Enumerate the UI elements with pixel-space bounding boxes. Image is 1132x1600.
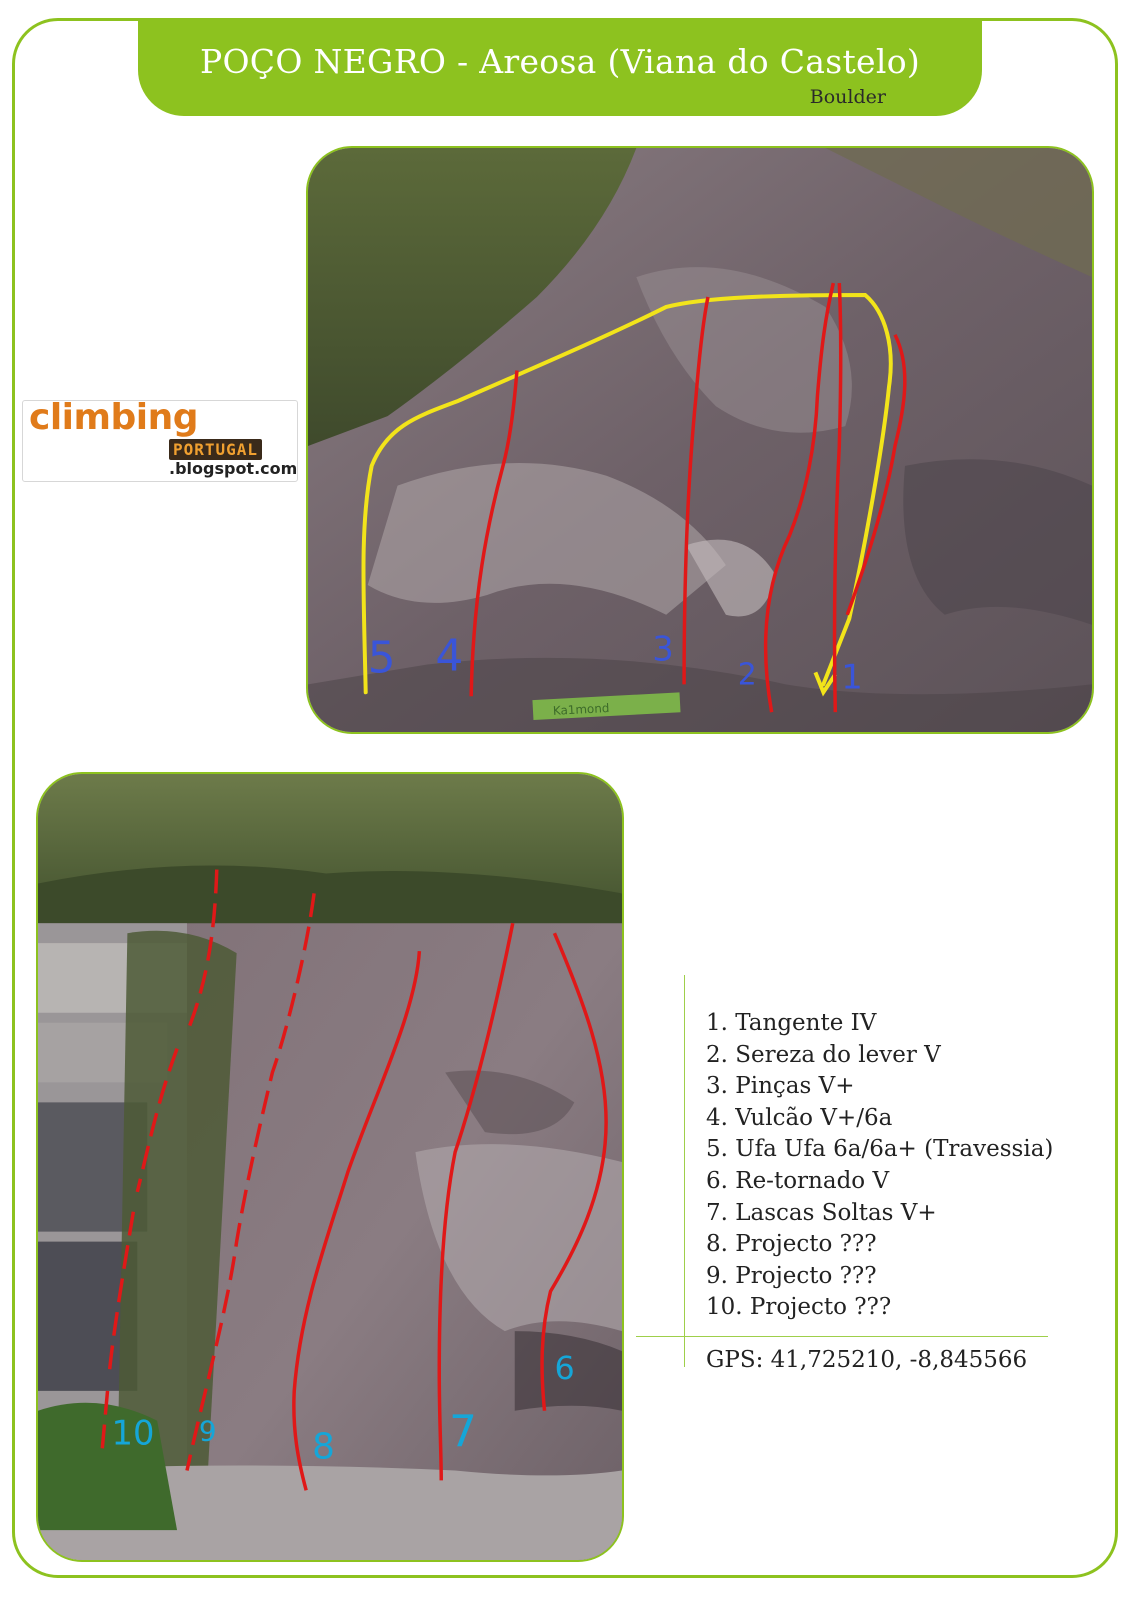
route-item: 9. Projecto ??? [706, 1262, 877, 1289]
header-banner [138, 20, 982, 116]
route-label-7: 7 [449, 1406, 477, 1458]
route-label-8: 8 [312, 1426, 335, 1468]
page-subtitle: Boulder [809, 86, 886, 108]
route-item: 1. Tangente IV [706, 1010, 877, 1036]
route-label-10: 10 [111, 1413, 155, 1453]
bottom-boulder-photo [36, 772, 624, 1562]
route-item: 10. Projecto ??? [706, 1294, 892, 1321]
logo-word: climbing [29, 397, 199, 438]
route-label-9: 9 [198, 1414, 217, 1448]
bottom-boulder-image [38, 774, 622, 1560]
route-label-4: 4 [435, 630, 464, 682]
top-boulder-photo [306, 146, 1094, 734]
sign-text: Ka1mond [552, 701, 610, 718]
route-label-3: 3 [652, 629, 674, 669]
route-item: 7. Lascas Soltas V+ [706, 1199, 937, 1226]
climbing-portugal-logo[interactable] [22, 397, 298, 482]
route-label-1: 1 [841, 657, 863, 697]
route-list [706, 1008, 1053, 1324]
page-title: POÇO NEGRO - Areosa (Viana do Castelo) [199, 42, 921, 81]
route-item: 2. Sereza do lever V [706, 1041, 941, 1068]
route-item: 8. Projecto ??? [706, 1231, 877, 1258]
route-item: 4. Vulcão V+/6a [706, 1104, 893, 1131]
top-boulder-image [308, 148, 1092, 732]
gps-coordinates: GPS: 41,725210, -8,845566 [706, 1347, 1028, 1373]
legend-divider-vertical [684, 975, 685, 1367]
legend-divider-horizontal [636, 1336, 1048, 1337]
route-item: 3. Pinças V+ [706, 1073, 855, 1100]
logo-url: .blogspot.com [169, 459, 298, 478]
route-item: 6. Re-tornado V [706, 1167, 890, 1194]
route-label-2: 2 [737, 657, 757, 693]
route-item: 5. Ufa Ufa 6a/6a+ (Travessia) [706, 1136, 1054, 1163]
logo-badge: PORTUGAL [169, 439, 262, 460]
route-label-5: 5 [367, 632, 396, 684]
route-label-6: 6 [554, 1348, 575, 1387]
